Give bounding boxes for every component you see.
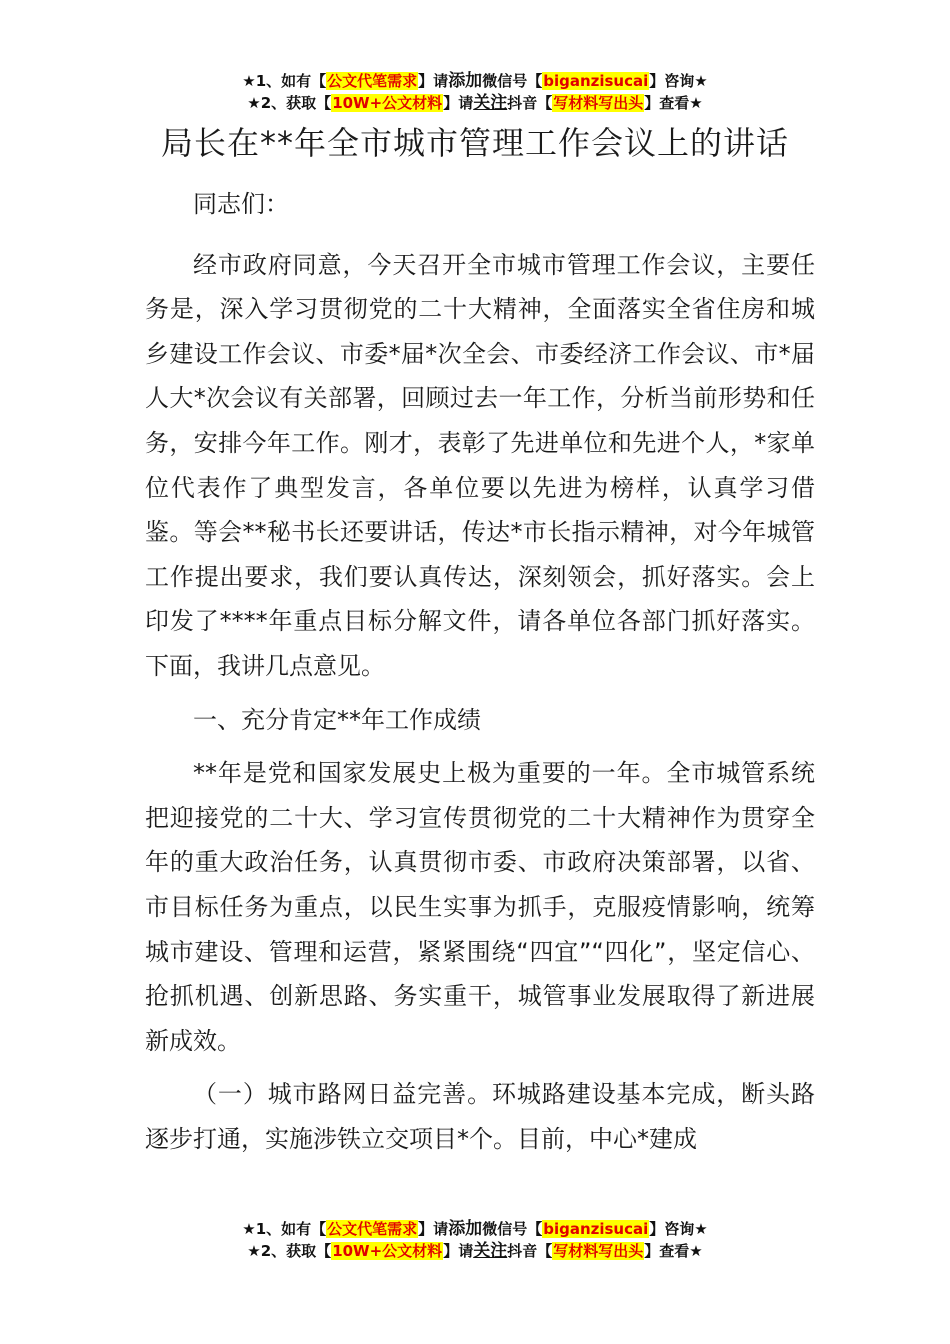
banner-highlight-materials: 10W+公文材料: [332, 94, 443, 112]
footer-highlight-douyin: 写材料写出头: [553, 1242, 644, 1260]
section-heading-1: 一、充分肯定**年工作成绩: [193, 705, 481, 734]
footer-banner: [0, 1218, 950, 1262]
footer-highlight-wechat-id: biganzisucai: [543, 1220, 649, 1238]
banner-highlight-wechat-id: biganzisucai: [543, 72, 649, 90]
footer-highlight-materials: 10W+公文材料: [332, 1242, 443, 1260]
paragraph-intro: 经市政府同意，今天召开全市城市管理工作会议，主要任务是，深入学习贯彻党的二十大精神，全面落实全省住房和城乡建设工作会议、市委*届*次全会、市委经济工作会议、市*届人大*次会议有关部署，回顾过去一年工作，分析当前形势和任务，安排今年工作。刚才，表彰了先进单位和先进个人，*家单位代表作了典型发言，各单位要以先进为榜样，认真学习借鉴。等会**秘书长还要讲话，传达*市长指示精神，对今年城管工作提出要求，我们要认真传达，深刻领会，抓好落实。会上印发了****年重点目标分解文件，请各单位各部门抓好落实。下面，我讲几点意见。: [145, 250, 815, 680]
footer-highlight-service: 公文代笔需求: [327, 1220, 418, 1238]
banner-line-2: ★2、获取【10W+公文材料】请关注抖音【写材料写出头】查看★: [247, 93, 703, 113]
paragraph-achievements: **年是党和国家发展史上极为重要的一年。全市城管系统把迎接党的二十大、学习宣传贯彻党的二十大精神作为贯穿全年的重大政治任务，认真贯彻市委、市政府决策部署，以省、市目标任务为重点，以民生实事为抓手，克服疫情影响，统筹城市建设、管理和运营，紧紧围绕“四宜”“四化”，坚定信心、抢抓机遇、创新思路、务实重干，城管事业发展取得了新进展新成效。: [145, 759, 815, 1055]
header-banner: [0, 70, 950, 114]
document-body: [145, 182, 815, 1170]
salutation: 同志们：: [193, 190, 289, 218]
document-title: 局长在**年全市城市管理工作会议上的讲话: [160, 124, 789, 162]
banner-line-1: ★1、如有【公文代笔需求】请添加微信号【biganzisucai】咨询★: [242, 71, 708, 91]
banner-highlight-service: 公文代笔需求: [327, 72, 418, 90]
footer-banner-line-1: ★1、如有【公文代笔需求】请添加微信号【biganzisucai】咨询★: [242, 1219, 708, 1239]
footer-banner-line-2: ★2、获取【10W+公文材料】请关注抖音【写材料写出头】查看★: [247, 1241, 703, 1261]
banner-highlight-douyin: 写材料写出头: [553, 94, 644, 112]
paragraph-road-network: （一）城市路网日益完善。环城路建设基本完成，断头路逐步打通，实施涉铁立交项目*个。目前，中心*建成: [145, 1080, 815, 1153]
